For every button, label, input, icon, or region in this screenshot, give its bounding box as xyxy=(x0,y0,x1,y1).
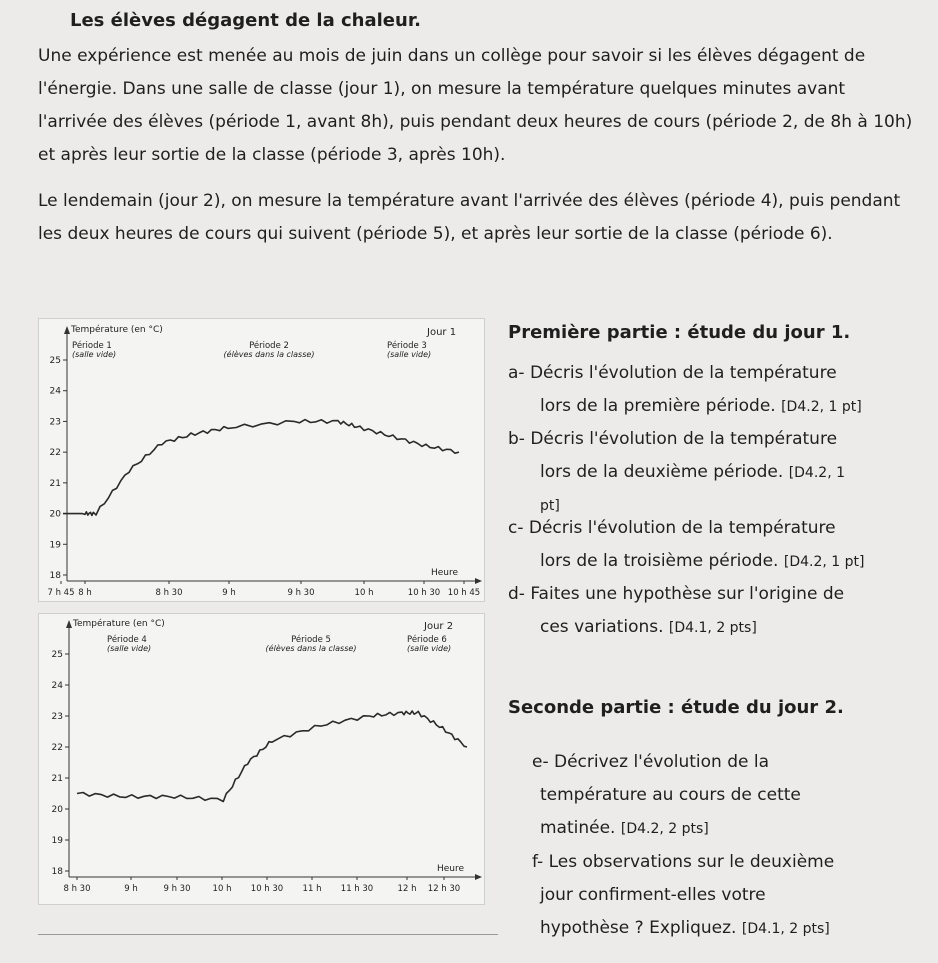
c1-x-tick-label: 9 h 30 xyxy=(287,588,315,598)
question-a xyxy=(508,357,862,424)
question-f-line-3: hypothèse ? Expliquez. xyxy=(540,918,737,938)
question-e-line-2: température au cours de cette xyxy=(540,785,801,805)
question-f xyxy=(508,846,834,946)
c2-period-desc: (élèves dans la classe) xyxy=(265,644,357,653)
c2-y-tick-label: 20 xyxy=(51,805,63,815)
question-d-line-2: ces variations. xyxy=(540,617,664,637)
c2-x-tick-label: 11 h 30 xyxy=(340,884,374,894)
c1-y-tick-label: 21 xyxy=(49,478,61,489)
c2-period-desc: (salle vide) xyxy=(407,644,452,653)
question-c-line-2: lors de la troisième période. xyxy=(540,551,779,571)
divider xyxy=(38,934,498,935)
question-b-points: [D4.2, 1 xyxy=(788,465,846,481)
c2-period-name: Période 4 xyxy=(107,635,147,645)
question-e xyxy=(508,746,801,846)
c2-y-axis-label: Température (en °C) xyxy=(73,619,165,629)
chart-day-1 xyxy=(38,318,485,602)
c1-y-tick-label: 25 xyxy=(49,356,61,366)
c1-period-desc: (salle vide) xyxy=(387,350,432,359)
c2-x-axis-label: Heure xyxy=(437,864,465,874)
c1-x-axis-arrow xyxy=(475,578,482,584)
question-b-line-1: b- Décris l'évolution de la température xyxy=(508,429,838,449)
c1-x-tick-label: 10 h 30 xyxy=(407,588,441,598)
question-f-line-1: f- Les observations sur le deuxième xyxy=(532,852,835,872)
c1-temperature-line xyxy=(63,420,459,516)
c1-x-axis-label: Heure xyxy=(431,568,459,578)
question-b-points-end: pt] xyxy=(540,498,560,514)
question-b xyxy=(508,423,845,523)
c2-y-tick-label: 24 xyxy=(51,681,63,691)
question-d-points: [D4.1, 2 pts] xyxy=(668,620,757,636)
question-f-line-2: jour confirment-elles votre xyxy=(540,885,766,905)
part-1-title: Première partie : étude du jour 1. xyxy=(508,322,851,343)
c1-period-name: Période 3 xyxy=(387,341,427,351)
chart-day-2-svg xyxy=(39,614,484,904)
c1-y-axis-arrow xyxy=(64,326,70,334)
document-title: Les élèves dégagent de la chaleur. xyxy=(70,10,421,31)
c1-x-tick-label: 8 h xyxy=(78,588,92,598)
c1-period-name: Période 2 xyxy=(249,341,289,351)
c2-x-axis-arrow xyxy=(475,874,482,880)
c1-x-tick-label: 10 h 45 xyxy=(447,588,481,598)
question-a-points: [D4.2, 1 pt] xyxy=(781,399,862,415)
question-c-line-1: c- Décris l'évolution de la température xyxy=(508,518,836,538)
c2-x-tick-label: 8 h 30 xyxy=(63,884,91,894)
question-d xyxy=(508,578,844,645)
c2-y-tick-label: 25 xyxy=(51,650,63,660)
c2-y-tick-label: 18 xyxy=(51,867,63,877)
c1-chart-title: Jour 1 xyxy=(427,327,457,338)
question-e-line-1: e- Décrivez l'évolution de la xyxy=(532,752,770,772)
c1-y-tick-label: 24 xyxy=(49,386,61,397)
c2-y-tick-label: 23 xyxy=(51,712,63,722)
c1-period-desc: (salle vide) xyxy=(72,350,117,359)
c1-y-tick-label: 20 xyxy=(49,509,61,520)
c2-period-name: Période 5 xyxy=(291,635,331,645)
c2-y-tick-label: 22 xyxy=(51,743,63,753)
c1-x-tick-label: 9 h xyxy=(222,588,236,598)
c2-y-tick-label: 19 xyxy=(51,836,63,846)
intro-paragraph-2: Le lendemain (jour 2), on mesure la température avant l'arrivée des élèves (période 4), puis pendant les deux heures de cours qui suivent (période 5), et après leur sortie de la classe (période 6). xyxy=(38,191,901,244)
c2-period-name: Période 6 xyxy=(407,635,447,645)
question-c-points: [D4.2, 1 pt] xyxy=(783,554,865,570)
question-b-line-2: lors de la deuxième période. xyxy=(540,462,784,482)
c1-x-tick-label: 8 h 30 xyxy=(155,588,183,598)
c2-temperature-line xyxy=(77,711,467,802)
part-2-title: Seconde partie : étude du jour 2. xyxy=(508,697,844,718)
c2-y-tick-label: 21 xyxy=(51,774,63,784)
c2-x-tick-label: 9 h 30 xyxy=(163,884,191,894)
c1-y-tick-label: 19 xyxy=(49,540,61,551)
c2-x-tick-label: 11 h xyxy=(302,884,322,894)
question-d-line-1: d- Faites une hypothèse sur l'origine de xyxy=(508,584,845,604)
question-e-points: [D4.2, 2 pts] xyxy=(620,821,709,837)
c2-x-tick-label: 10 h xyxy=(212,884,232,894)
question-f-points: [D4.1, 2 pts] xyxy=(741,921,830,937)
intro-paragraph-1: Une expérience est menée au mois de juin dans un collège pour savoir si les élèves dégagent de l'énergie. Dans une salle de classe (jour 1), on mesure la température quelques minutes avant l'arrivée des élèves (période 1, avant 8h), puis pendant deux heures de cours (période 2, de 8h à 10h) et après leur sortie de la classe (période 3, après 10h). xyxy=(38,46,913,165)
c1-x-tick-label: 10 h xyxy=(354,588,374,598)
c1-x-tick-label: 7 h 45 xyxy=(47,588,75,598)
c1-y-tick-label: 23 xyxy=(49,417,61,428)
c1-period-name: Période 1 xyxy=(72,341,112,351)
question-c xyxy=(508,512,864,579)
c2-x-tick-label: 10 h 30 xyxy=(250,884,284,894)
c1-y-axis-label: Température (en °C) xyxy=(71,325,163,335)
c1-y-tick-label: 22 xyxy=(49,448,61,459)
c2-x-tick-label: 9 h xyxy=(124,884,138,894)
c1-y-tick-label: 18 xyxy=(49,571,61,581)
chart-day-1-svg xyxy=(39,319,484,601)
question-a-line-2: lors de la première période. xyxy=(540,396,776,416)
question-a-line-1: a- Décris l'évolution de la température xyxy=(508,363,837,383)
question-e-line-3: matinée. xyxy=(540,818,616,838)
c2-x-tick-label: 12 h 30 xyxy=(427,884,461,894)
c1-period-desc: (élèves dans la classe) xyxy=(223,350,315,359)
c2-x-tick-label: 12 h xyxy=(397,884,417,894)
c2-period-desc: (salle vide) xyxy=(107,644,152,653)
chart-day-2 xyxy=(38,613,485,905)
c2-y-axis-arrow xyxy=(66,620,72,628)
c2-chart-title: Jour 2 xyxy=(424,621,454,632)
